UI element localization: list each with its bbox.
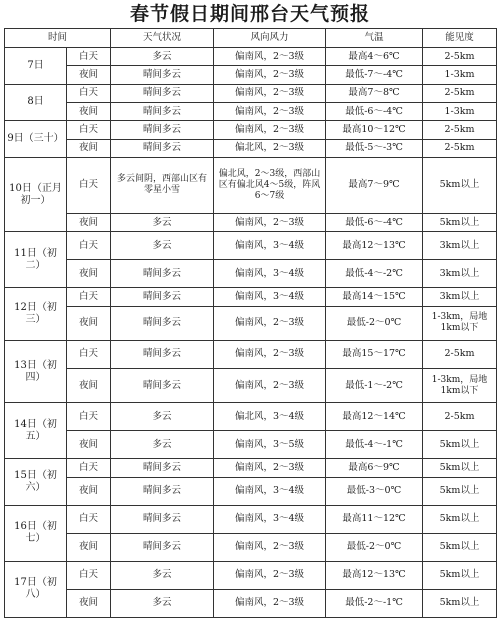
wind-cell: 偏南风，3～5级 bbox=[214, 431, 326, 459]
table-row bbox=[5, 66, 497, 84]
period-cell: 白天 bbox=[67, 157, 111, 213]
weather-cell: 晴间多云 bbox=[111, 260, 214, 288]
weather-cell: 晴间多云 bbox=[111, 505, 214, 533]
temp-cell: 最低-3～0℃ bbox=[326, 477, 423, 505]
visibility-cell: 2-5km bbox=[423, 403, 497, 431]
weather-cell: 晴间多云 bbox=[111, 533, 214, 561]
weather-cell: 晴间多云 bbox=[111, 84, 214, 102]
weather-cell: 多云间阴，西部山区有零星小雪 bbox=[111, 157, 214, 213]
weather-cell: 多云 bbox=[111, 561, 214, 589]
table-row bbox=[5, 232, 497, 260]
temp-cell: 最低-2～-1℃ bbox=[326, 589, 423, 617]
period-cell: 夜间 bbox=[67, 66, 111, 84]
period-cell: 夜间 bbox=[67, 213, 111, 231]
visibility-cell: 1-3km，局地1km以下 bbox=[423, 306, 497, 340]
visibility-cell: 5km以上 bbox=[423, 431, 497, 459]
date-cell: 17日（初八） bbox=[5, 561, 67, 617]
temp-cell: 最高7～8℃ bbox=[326, 84, 423, 102]
weather-cell: 晴间多云 bbox=[111, 368, 214, 402]
temp-cell: 最高7～9℃ bbox=[326, 157, 423, 213]
visibility-cell: 5km以上 bbox=[423, 589, 497, 617]
weather-cell: 晴间多云 bbox=[111, 102, 214, 120]
period-cell: 夜间 bbox=[67, 533, 111, 561]
temp-cell: 最高14～15℃ bbox=[326, 288, 423, 306]
date-cell: 7日 bbox=[5, 48, 67, 85]
visibility-cell: 1-3km bbox=[423, 66, 497, 84]
wind-cell: 偏南风，2～3级 bbox=[214, 306, 326, 340]
period-cell: 夜间 bbox=[67, 102, 111, 120]
table-row bbox=[5, 561, 497, 589]
wind-cell: 偏南风，3～4级 bbox=[214, 232, 326, 260]
table-row bbox=[5, 368, 497, 402]
table-row bbox=[5, 48, 497, 66]
temp-cell: 最低-4～-2℃ bbox=[326, 260, 423, 288]
weather-cell: 晴间多云 bbox=[111, 121, 214, 139]
table-row bbox=[5, 505, 497, 533]
visibility-cell: 5km以上 bbox=[423, 533, 497, 561]
weather-cell: 晴间多云 bbox=[111, 66, 214, 84]
weather-cell: 多云 bbox=[111, 213, 214, 231]
temp-cell: 最低-6～-4℃ bbox=[326, 213, 423, 231]
wind-cell: 偏南风，2～3级 bbox=[214, 368, 326, 402]
table-row bbox=[5, 139, 497, 157]
visibility-cell: 2-5km bbox=[423, 139, 497, 157]
period-cell: 白天 bbox=[67, 459, 111, 477]
visibility-cell: 5km以上 bbox=[423, 157, 497, 213]
date-cell: 13日（初四） bbox=[5, 340, 67, 402]
wind-cell: 偏南风，2～3级 bbox=[214, 48, 326, 66]
period-cell: 夜间 bbox=[67, 477, 111, 505]
table-row bbox=[5, 213, 497, 231]
page-title: 春节假日期间邢台天气预报 bbox=[129, 3, 370, 25]
visibility-cell: 5km以上 bbox=[423, 213, 497, 231]
period-cell: 白天 bbox=[67, 232, 111, 260]
temp-cell: 最高12～13℃ bbox=[326, 232, 423, 260]
weather-cell: 晴间多云 bbox=[111, 340, 214, 368]
temp-cell: 最高12～13℃ bbox=[326, 561, 423, 589]
weather-cell: 多云 bbox=[111, 48, 214, 66]
visibility-cell: 3km以上 bbox=[423, 288, 497, 306]
date-cell: 9日（三十） bbox=[5, 121, 67, 158]
wind-cell: 偏南风，2～3级 bbox=[214, 102, 326, 120]
table-row bbox=[5, 589, 497, 617]
weather-cell: 晴间多云 bbox=[111, 306, 214, 340]
weather-cell: 多云 bbox=[111, 431, 214, 459]
period-cell: 夜间 bbox=[67, 306, 111, 340]
forecast-table bbox=[4, 28, 497, 618]
period-cell: 白天 bbox=[67, 505, 111, 533]
visibility-cell: 5km以上 bbox=[423, 477, 497, 505]
table-row bbox=[5, 157, 497, 213]
period-cell: 夜间 bbox=[67, 139, 111, 157]
period-cell: 夜间 bbox=[67, 368, 111, 402]
visibility-cell: 2-5km bbox=[423, 121, 497, 139]
wind-cell: 偏北风，2～3级，西部山区有偏北风4～5级，阵风6～7级 bbox=[214, 157, 326, 213]
table-row bbox=[5, 102, 497, 120]
date-cell: 10日（正月初一） bbox=[5, 157, 67, 231]
table-row bbox=[5, 403, 497, 431]
temp-cell: 最低-2～0℃ bbox=[326, 533, 423, 561]
weather-cell: 晴间多云 bbox=[111, 477, 214, 505]
period-cell: 夜间 bbox=[67, 589, 111, 617]
table-row bbox=[5, 533, 497, 561]
wind-cell: 偏南风，2～3级 bbox=[214, 66, 326, 84]
table-row bbox=[5, 260, 497, 288]
visibility-cell: 2-5km bbox=[423, 48, 497, 66]
temp-cell: 最高15～17℃ bbox=[326, 340, 423, 368]
date-cell: 12日（初三） bbox=[5, 288, 67, 341]
wind-cell: 偏南风，3～4级 bbox=[214, 477, 326, 505]
weather-cell: 晴间多云 bbox=[111, 139, 214, 157]
date-cell: 8日 bbox=[5, 84, 67, 121]
wind-cell: 偏南风，2～3级 bbox=[214, 561, 326, 589]
period-cell: 白天 bbox=[67, 288, 111, 306]
header-visibility: 能见度 bbox=[423, 29, 497, 48]
wind-cell: 偏北风，2～3级 bbox=[214, 139, 326, 157]
temp-cell: 最低-7～-4℃ bbox=[326, 66, 423, 84]
temp-cell: 最高4～6℃ bbox=[326, 48, 423, 66]
weather-cell: 晴间多云 bbox=[111, 459, 214, 477]
weather-cell: 多云 bbox=[111, 589, 214, 617]
wind-cell: 偏南风，2～3级 bbox=[214, 121, 326, 139]
temp-cell: 最高6～9℃ bbox=[326, 459, 423, 477]
temp-cell: 最低-5～-3℃ bbox=[326, 139, 423, 157]
weather-cell: 多云 bbox=[111, 232, 214, 260]
table-row bbox=[5, 288, 497, 306]
visibility-cell: 3km以上 bbox=[423, 260, 497, 288]
header-temp: 气温 bbox=[326, 29, 423, 48]
wind-cell: 偏南风，2～3级 bbox=[214, 213, 326, 231]
temp-cell: 最高12～14℃ bbox=[326, 403, 423, 431]
date-cell: 16日（初七） bbox=[5, 505, 67, 561]
date-cell: 15日（初六） bbox=[5, 459, 67, 505]
temp-cell: 最高10～12℃ bbox=[326, 121, 423, 139]
header-wind: 风向风力 bbox=[214, 29, 326, 48]
temp-cell: 最低-6～-4℃ bbox=[326, 102, 423, 120]
wind-cell: 偏南风，2～3级 bbox=[214, 459, 326, 477]
period-cell: 白天 bbox=[67, 340, 111, 368]
visibility-cell: 1-3km bbox=[423, 102, 497, 120]
table-row bbox=[5, 121, 497, 139]
temp-cell: 最低-1～-2℃ bbox=[326, 368, 423, 402]
forecast-body bbox=[5, 48, 497, 618]
header-row bbox=[5, 29, 497, 48]
header-weather: 天气状况 bbox=[111, 29, 214, 48]
header-time: 时间 bbox=[5, 29, 111, 48]
table-row bbox=[5, 431, 497, 459]
date-cell: 14日（初五） bbox=[5, 403, 67, 459]
wind-cell: 偏北风，3～4级 bbox=[214, 403, 326, 431]
table-row bbox=[5, 306, 497, 340]
period-cell: 白天 bbox=[67, 561, 111, 589]
table-row bbox=[5, 477, 497, 505]
wind-cell: 偏南风，2～3级 bbox=[214, 340, 326, 368]
visibility-cell: 5km以上 bbox=[423, 459, 497, 477]
period-cell: 白天 bbox=[67, 48, 111, 66]
visibility-cell: 1-3km，局地1km以下 bbox=[423, 368, 497, 402]
wind-cell: 偏南风，3～4级 bbox=[214, 288, 326, 306]
period-cell: 白天 bbox=[67, 84, 111, 102]
visibility-cell: 5km以上 bbox=[423, 561, 497, 589]
table-row bbox=[5, 459, 497, 477]
visibility-cell: 2-5km bbox=[423, 84, 497, 102]
period-cell: 夜间 bbox=[67, 431, 111, 459]
temp-cell: 最高11～12℃ bbox=[326, 505, 423, 533]
table-row bbox=[5, 84, 497, 102]
weather-cell: 多云 bbox=[111, 403, 214, 431]
wind-cell: 偏南风，2～3级 bbox=[214, 84, 326, 102]
period-cell: 白天 bbox=[67, 403, 111, 431]
wind-cell: 偏南风，2～3级 bbox=[214, 533, 326, 561]
wind-cell: 偏南风，3～4级 bbox=[214, 260, 326, 288]
temp-cell: 最低-4～-1℃ bbox=[326, 431, 423, 459]
weather-cell: 晴间多云 bbox=[111, 288, 214, 306]
wind-cell: 偏南风，2～3级 bbox=[214, 589, 326, 617]
table-row bbox=[5, 340, 497, 368]
wind-cell: 偏南风，3～4级 bbox=[214, 505, 326, 533]
period-cell: 白天 bbox=[67, 121, 111, 139]
visibility-cell: 3km以上 bbox=[423, 232, 497, 260]
visibility-cell: 2-5km bbox=[423, 340, 497, 368]
temp-cell: 最低-2～0℃ bbox=[326, 306, 423, 340]
period-cell: 夜间 bbox=[67, 260, 111, 288]
visibility-cell: 5km以上 bbox=[423, 505, 497, 533]
date-cell: 11日（初二） bbox=[5, 232, 67, 288]
